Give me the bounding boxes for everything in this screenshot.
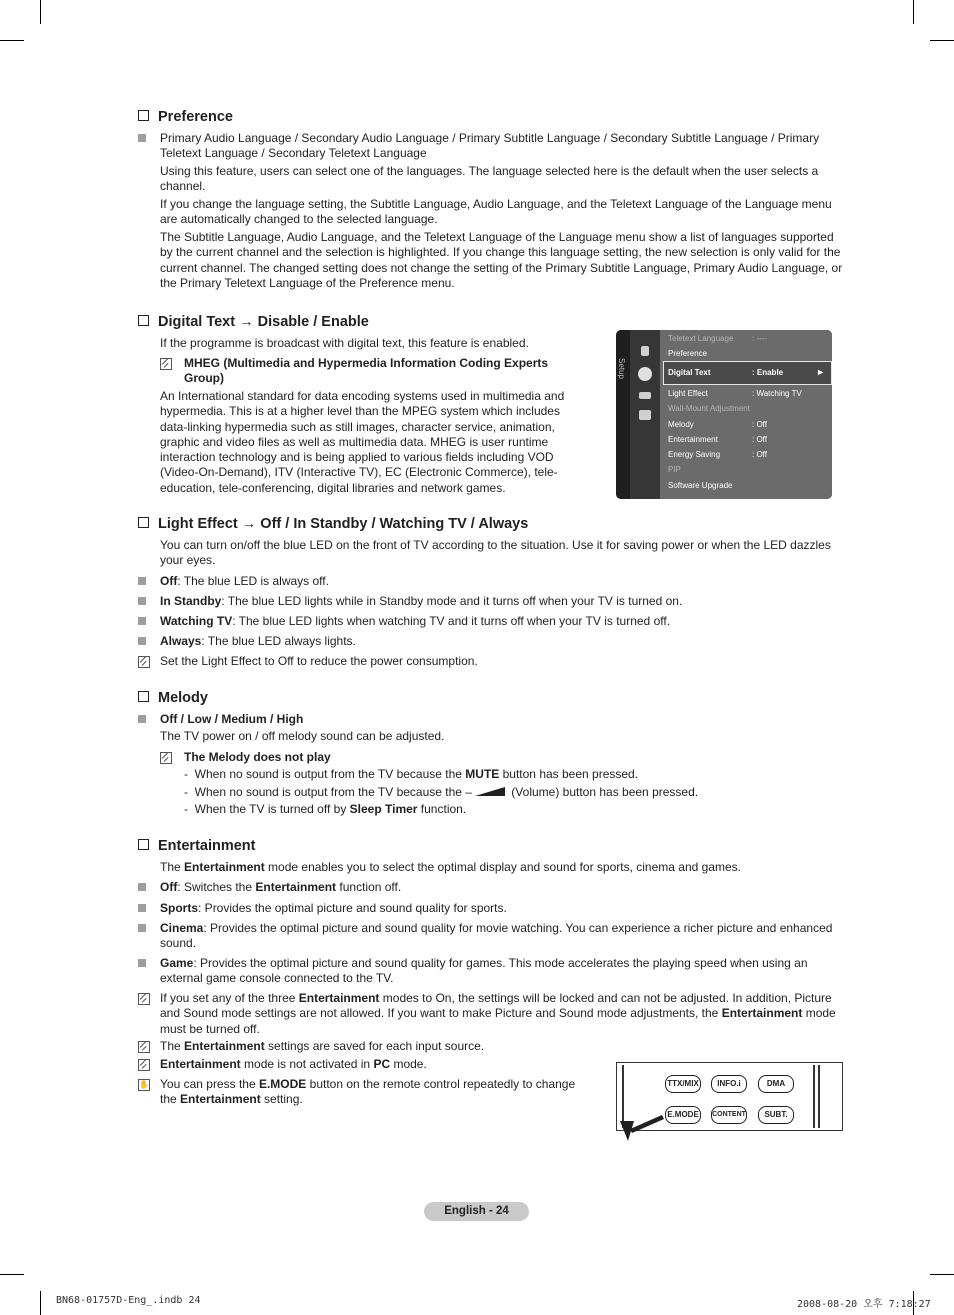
- crop-mark: [930, 40, 954, 41]
- bullet-square-icon: [138, 134, 146, 142]
- text: settings are saved for each input source.: [264, 1039, 485, 1053]
- ent-note-saved: [160, 1039, 840, 1054]
- item-text: : The blue LED lights while in Standby mode and it turns off when your TV is turned on.: [221, 594, 683, 608]
- term: Cinema: [160, 921, 204, 935]
- melody-detail-sleep: - When the TV is turned off by Sleep Timer function.: [184, 802, 467, 816]
- remote-edge: [813, 1065, 815, 1128]
- checkbox-square-icon: [138, 691, 149, 702]
- light-item-standby: [160, 594, 840, 609]
- osd-row-label: Teletext Language: [668, 334, 734, 343]
- bullet-square-icon: [138, 637, 146, 645]
- dma-button[interactable]: DMA: [758, 1075, 794, 1093]
- section-heading-preference: [138, 109, 233, 125]
- bullet-square-icon: [138, 959, 146, 967]
- osd-row[interactable]: [668, 464, 681, 475]
- term: Watching TV: [160, 614, 233, 628]
- melody-note: The Melody does not play: [184, 750, 331, 764]
- osd-row-label: Preference: [668, 349, 708, 358]
- crop-mark: [913, 0, 914, 24]
- osd-row-value: : Watching TV: [752, 389, 802, 398]
- osd-sidebar: [616, 330, 630, 499]
- text: button has been pressed.: [499, 767, 639, 781]
- checkbox-square-icon: [138, 110, 149, 121]
- osd-row[interactable]: [668, 480, 732, 491]
- remote-tip-icon: ✋: [139, 1080, 149, 1089]
- preference-para-3: The Subtitle Language, Audio Language, and the Teletext Language of the Language menu show a list of languages supported by the current channel and the selection is highlighted. If you change this language setting, the new selection is only valid for the current channel. The changed setting does not change the setting of the Primary Subtitle Language, Primary Audio Language, or the Primary Teletext Language of the Preference menu.: [160, 230, 843, 290]
- text: When the TV is turned off by: [194, 802, 350, 816]
- osd-row-label: Melody: [668, 420, 694, 429]
- checkbox-square-icon: [138, 315, 149, 326]
- ent-item-game: [160, 956, 845, 987]
- text: mode enables you to select the optimal display and sound for sports, cinema and games.: [264, 860, 741, 874]
- ttx-mix-button[interactable]: TTX/MIX: [665, 1075, 701, 1093]
- input-icon: [639, 392, 651, 399]
- osd-row-value: : ----: [752, 334, 768, 343]
- osd-side-label: Setup: [617, 358, 626, 379]
- text: mode.: [390, 1057, 427, 1071]
- heading-text: Melody: [158, 690, 208, 706]
- text: Entertainment: [180, 1092, 261, 1107]
- right-arrow-icon: ►: [816, 367, 825, 377]
- text: Sleep Timer: [349, 802, 418, 816]
- osd-menu-list: [660, 330, 832, 499]
- item-text: : The blue LED lights when watching TV and it turns off when your TV is turned off.: [232, 614, 671, 628]
- content-button[interactable]: CONTENT: [711, 1106, 747, 1124]
- osd-row-label: PIP: [668, 465, 681, 474]
- term: In Standby: [160, 594, 222, 608]
- text: Entertainment: [721, 1006, 803, 1021]
- heading-text: Preference: [158, 109, 233, 125]
- crop-mark: [40, 1291, 41, 1315]
- text: button on the remote control repeatedly to change the: [160, 1077, 576, 1107]
- osd-row[interactable]: [668, 403, 750, 414]
- ent-intro: [160, 860, 850, 875]
- text: When no sound is output from the TV because the: [194, 767, 466, 781]
- crop-mark: [930, 1274, 954, 1275]
- crop-mark: [40, 0, 41, 24]
- osd-row[interactable]: [668, 419, 767, 430]
- text: The: [160, 860, 185, 874]
- osd-row-value: : Off: [752, 450, 767, 459]
- checkbox-square-icon: [138, 839, 149, 850]
- text: : Provides the optimal picture and sound quality for games. This mode accelerates the playing speed when using an external game console connected to the TV.: [160, 956, 808, 986]
- text: mode must be turned off.: [160, 1006, 836, 1036]
- bullet-square-icon: [138, 597, 146, 605]
- print-timestamp: 2008-08-20 오후 7:18:27: [797, 1299, 931, 1310]
- crop-mark: [0, 40, 24, 41]
- ent-item-off: [160, 880, 840, 895]
- osd-row[interactable]: [668, 388, 802, 399]
- light-item-off: [160, 574, 840, 589]
- text: You can press the: [160, 1077, 259, 1091]
- section-heading-digital-text: [138, 314, 369, 330]
- osd-row-label: Digital Text: [668, 368, 711, 377]
- bullet-square-icon: [138, 715, 146, 723]
- bullet-square-icon: [138, 617, 146, 625]
- preference-para-1: Using this feature, users can select one of the languages. The language selected here is the default when the user selects a channel.: [160, 164, 819, 194]
- e-mode-button[interactable]: E.MODE: [665, 1106, 701, 1124]
- text: modes to On, the settings will be locked and can not be adjusted. In addition, Picture and Sound mode settings are not allowed. If you want to make Picture and Sound mode adjustments, the: [160, 991, 832, 1021]
- item-text: : The blue LED always lights.: [201, 634, 356, 648]
- bullet-square-icon: [138, 904, 146, 912]
- term: Off: [160, 880, 178, 894]
- digital-note: MHEG (Multimedia and Hypermedia Information Coding Experts Group): [184, 356, 549, 386]
- osd-row[interactable]: [668, 348, 707, 359]
- text: Entertainment: [184, 860, 265, 874]
- section-heading-entertainment: [138, 838, 256, 854]
- term: Sports: [160, 901, 199, 915]
- light-note: Set the Light Effect to Off to reduce the power consumption.: [160, 654, 478, 668]
- light-item-always: [160, 634, 840, 649]
- preference-item: Primary Audio Language / Secondary Audio Language / Primary Subtitle Language / Secondary Subtitle Language / Primary Teletext Language / Secondary Teletext Language: [160, 131, 820, 161]
- heading-text: Entertainment: [158, 838, 256, 854]
- ent-note-locked: [160, 991, 840, 1037]
- checkbox-square-icon: [138, 517, 149, 528]
- text: : Switches the: [177, 880, 256, 894]
- osd-row[interactable]: [668, 333, 768, 344]
- light-item-watching: [160, 614, 840, 629]
- text: When no sound is output from the TV because the –: [194, 785, 472, 799]
- preference-para-2: If you change the language setting, the Subtitle Language, Audio Language, and the Teletext Language of the Language menu are automatically changed to the selected language.: [160, 197, 832, 227]
- osd-row-value: : Enable: [752, 368, 784, 377]
- term: Always: [160, 634, 202, 648]
- ent-item-cinema: [160, 921, 845, 952]
- pointer-arrow-icon: [620, 1113, 666, 1141]
- melody-desc: The TV power on / off melody sound can be adjusted.: [160, 729, 445, 743]
- text: Entertainment: [255, 880, 337, 894]
- osd-row-label: Wall-Mount Adjustment: [668, 404, 750, 413]
- ent-tip-emode: [160, 1077, 590, 1108]
- volume-wedge-icon: [475, 787, 505, 796]
- note-pencil-icon: [138, 1059, 150, 1071]
- text: (Volume) button has been pressed.: [507, 785, 699, 799]
- light-intro: You can turn on/off the blue LED on the front of TV according to the situation. Use it for saving power or when the LED dazzles your eyes.: [160, 538, 831, 568]
- text: setting.: [260, 1092, 303, 1107]
- term: Game: [160, 956, 194, 970]
- text: Entertainment: [160, 1057, 241, 1071]
- note-pencil-icon: [160, 358, 172, 370]
- osd-row-selected[interactable]: [668, 367, 784, 378]
- osd-row[interactable]: [668, 434, 767, 445]
- heading-text: Digital Text → Disable / Enable: [158, 314, 369, 330]
- setup-menu-osd: [616, 330, 832, 499]
- remote-control-illustration: [616, 1062, 843, 1131]
- osd-row-label: Light Effect: [668, 389, 708, 398]
- osd-row-value: : Off: [752, 420, 767, 429]
- text: function off.: [336, 880, 402, 894]
- osd-row[interactable]: [668, 449, 767, 460]
- digital-body: An International standard for data encoding systems used in multimedia and hypermedia. This is at a higher level than the MPEG system which includes data-linking hypermedia such as still images, character service, animation, graphic and video files as well as multimedia data. MHEG is user runtime interaction technology and is being applied to various fields including VOD (Video-On-Demand), ITV (Interactive TV), EC (Electronic Commerce), tele-education, tele-conferencing, digital libraries and network games.: [160, 389, 565, 495]
- picture-icon: [641, 346, 649, 356]
- melody-detail-volume: - When no sound is output from the TV because the – (Volume) button has been pressed.: [184, 785, 699, 799]
- text: MUTE: [465, 767, 500, 781]
- osd-row-label: Software Upgrade: [668, 481, 733, 490]
- application-icon: [639, 410, 651, 420]
- info-button[interactable]: INFO.i: [711, 1075, 747, 1093]
- bullet-square-icon: [138, 883, 146, 891]
- note-pencil-icon: [138, 993, 150, 1005]
- crop-mark: [0, 1274, 24, 1275]
- melody-detail-mute: - When no sound is output from the TV because the MUTE button has been pressed.: [184, 767, 639, 781]
- remote-edge: [818, 1065, 820, 1128]
- bullet-square-icon: [138, 577, 146, 585]
- osd-row-label: Energy Saving: [668, 450, 721, 459]
- ent-item-sports: [160, 901, 840, 916]
- text: Entertainment: [298, 991, 380, 1005]
- text: E.MODE: [258, 1077, 307, 1091]
- text: If you set any of the three: [160, 991, 299, 1005]
- text: mode is not activated in: [240, 1057, 374, 1071]
- text: : Provides the optimal picture and sound quality for movie watching. You can experience a richer picture and enhanced sound.: [160, 921, 833, 951]
- melody-item: Off / Low / Medium / High: [160, 712, 304, 726]
- note-pencil-icon: [138, 656, 150, 668]
- text: : Provides the optimal picture and sound quality for sports.: [198, 901, 507, 915]
- digital-intro: If the programme is broadcast with digital text, this feature is enabled.: [160, 336, 529, 350]
- osd-icon-column: [630, 330, 660, 499]
- note-pencil-icon: [160, 752, 172, 764]
- text: function.: [417, 802, 467, 816]
- setup-gear-icon: [638, 367, 652, 381]
- osd-row-value: : Off: [752, 435, 767, 444]
- item-text: : The blue LED is always off.: [177, 574, 329, 588]
- text: The: [160, 1039, 185, 1053]
- heading-text: Light Effect → Off / In Standby / Watching TV / Always: [158, 516, 529, 532]
- note-pencil-icon: [138, 1041, 150, 1053]
- section-heading-melody: [138, 690, 208, 706]
- section-heading-light-effect: [138, 516, 528, 532]
- term: Off: [160, 574, 178, 588]
- text: Entertainment: [184, 1039, 265, 1053]
- osd-row-label: Entertainment: [668, 435, 718, 444]
- file-name: BN68-01757D-Eng_.indb 24: [56, 1295, 201, 1306]
- text: PC: [373, 1057, 391, 1071]
- subt-button[interactable]: SUBT.: [758, 1106, 794, 1124]
- bullet-square-icon: [138, 924, 146, 932]
- page-number: English - 24: [424, 1202, 529, 1221]
